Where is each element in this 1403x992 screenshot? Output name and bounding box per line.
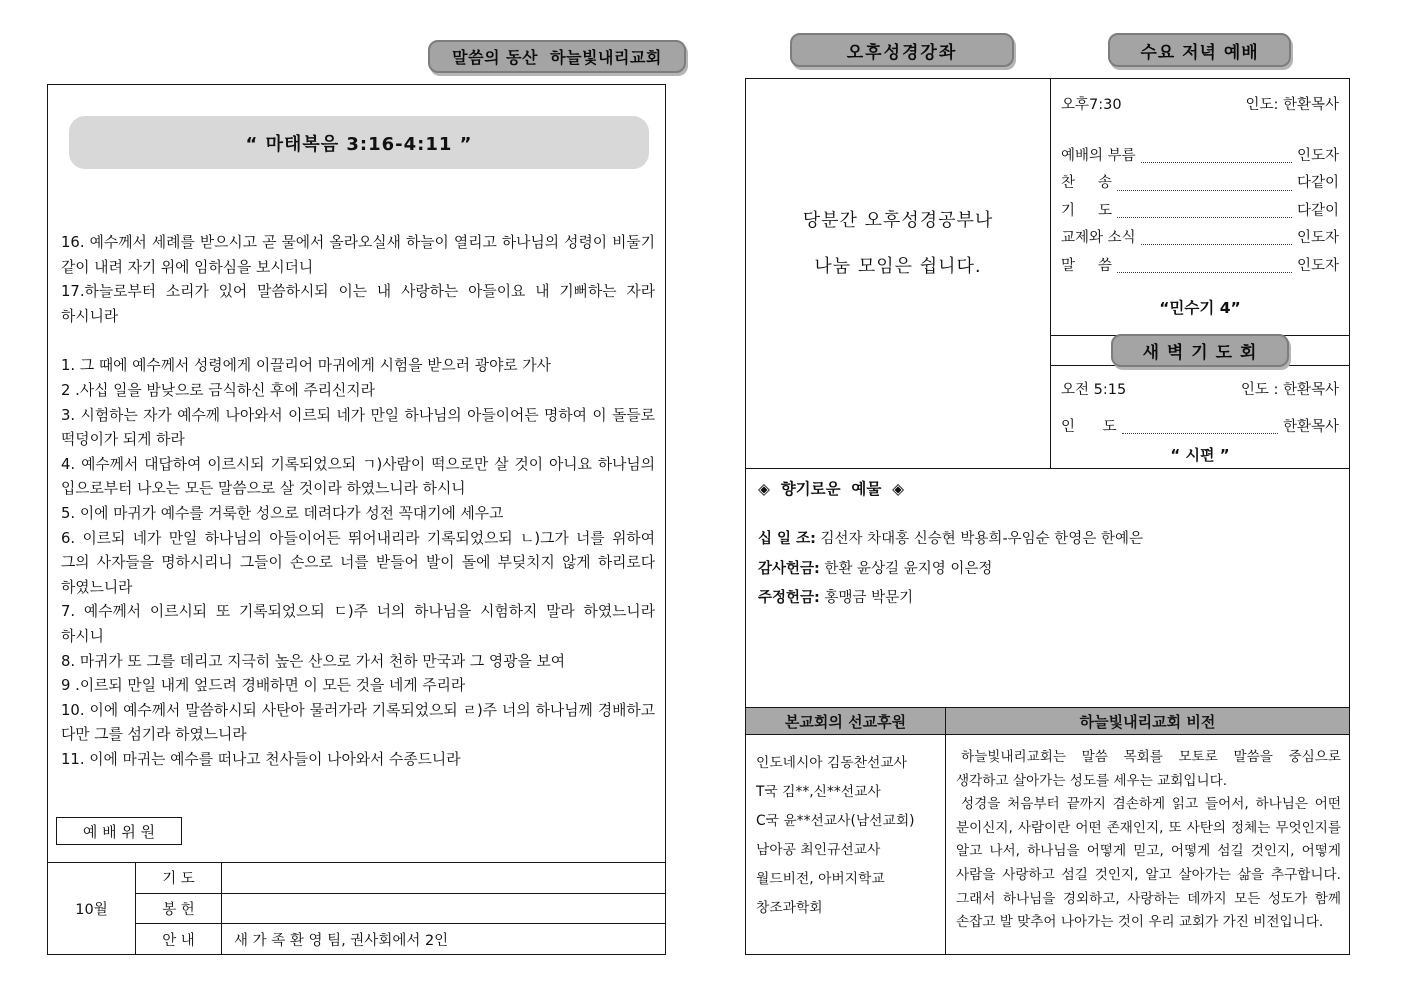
- offering-label: 주정헌금:: [758, 590, 820, 606]
- notice-line-1: 당분간 오후성경공부나: [802, 209, 994, 231]
- verse-8: 8. 마귀가 또 그를 데리고 지극히 높은 산으로 가서 천하 만국과 그 영광을 보여: [61, 652, 566, 670]
- table-row: [136, 863, 665, 894]
- order-item-label: 예배의 부름: [1061, 148, 1136, 164]
- table-row: [136, 924, 665, 954]
- worship-committee-table: [48, 862, 665, 954]
- order-item-label: 찬 송: [1061, 175, 1113, 192]
- order-item-by: 다같이: [1296, 175, 1339, 192]
- month-cell: 10월: [48, 863, 136, 954]
- order-item-by: 다같이: [1296, 202, 1339, 219]
- verse-3: 3. 시험하는 자가 예수께 나아와서 이르되 네가 만일 하나님의 아들이어든 명하여 이 돌들로 떡덩이가 되게 하라: [61, 406, 655, 449]
- missions-list: [746, 735, 946, 954]
- dawn-scripture: “ 시편 ”: [1170, 446, 1230, 465]
- verse-4: 4. 예수께서 대답하여 이르시되 기록되었으되 ㄱ)사람이 떡으로만 살 것이 아니요 하나님의 입으로부터 나오는 모든 말씀으로 살 것이라 하였느니라 하시니: [61, 455, 655, 498]
- dawn-prayer-section: [1051, 366, 1349, 468]
- wednesday-scripture: “민수기 4”: [1159, 298, 1241, 317]
- dotted-leader: [1117, 207, 1292, 218]
- notice-line-2: 나눔 모임은 쉽니다.: [814, 255, 982, 277]
- verse-7: 7. 예수께서 이르시되 또 기록되었으되 ㄷ)주 너의 하나님을 시험하지 말라 하였느니라 하시니: [61, 603, 655, 645]
- order-item-label: 교제와 소식: [1061, 230, 1136, 247]
- dotted-leader: [1117, 180, 1292, 191]
- order-item-by: 인도자: [1296, 230, 1339, 247]
- offering-label: 감사헌금:: [758, 560, 820, 577]
- offering-names: 김선자 차대홍 신승현 박용희-우임순 한영은 한예은: [815, 531, 1143, 547]
- right-page: [745, 78, 1350, 955]
- order-item-label: 말 씀: [1061, 257, 1113, 274]
- verse-9: 9 .이르되 만일 내게 엎드려 경배하면 이 모든 것을 네게 주리라: [61, 677, 466, 695]
- verse-1: 1. 그 때에 예수께서 성령에게 이끌리어 마귀에게 시험을 받으러 광야로 가사: [61, 357, 551, 375]
- order-item-call-to-worship: [1061, 144, 1339, 171]
- dawn-prayer-badge: 새 벽 기 도 회: [1111, 334, 1289, 367]
- order-item-label: 기 도: [1061, 202, 1113, 219]
- order-item-prayer: [1061, 199, 1339, 226]
- mission-item: T국 김**,신**선교사: [756, 784, 881, 800]
- mission-item: 월드비전, 아버지학교: [756, 871, 885, 887]
- vision-paragraph-1: 하늘빛내리교회는 말씀 목회를 모토로 말씀을 중심으로 생각하고 살아가는 성도를 세우는 교회입니다.: [956, 749, 1341, 789]
- offering-row-tithe: [758, 525, 1335, 555]
- order-item-sermon: [1061, 254, 1339, 281]
- verse-2: 2 .사십 일을 밤낮으로 금식하신 후에 주리신지라: [61, 381, 375, 399]
- mission-item: 인도네시아 김동찬선교사: [756, 755, 907, 771]
- offering-names: 한환 윤상길 윤지영 이은정: [819, 560, 993, 577]
- verse-10: 10. 이에 예수께서 말씀하시되 사탄아 물러가라 기록되었으되 ㄹ)주 너의 하나님께 경배하고 다만 그를 섬기라 하였느니라: [61, 701, 655, 744]
- duty-value-offering: [222, 894, 665, 924]
- table-row: [136, 894, 665, 925]
- mission-item: 남아공 최인규선교사: [756, 842, 881, 858]
- verse-16: 16. 예수께서 세례를 받으시고 곧 물에서 올라오실새 하늘이 열리고 하나님의 성령이 비둘기 같이 내려 자기 위에 임하심을 보시더니: [61, 234, 655, 276]
- verse-5: 5. 이에 마귀가 예수를 거룩한 성으로 데려다가 성전 꼭대기에 세우고: [61, 504, 504, 522]
- verse-6: 6. 이르되 네가 만일 하나님의 아들이어든 뛰어내리라 기록되었으되 ㄴ)그가 너를 위하여 그의 사자들을 명하시리니 그들이 손으로 너를 받들어 발이 돌에 부딪치지 않게 하리로다 하였느니라: [61, 529, 655, 596]
- mission-item: C국 윤**선교사(남선교회): [756, 813, 915, 829]
- dotted-leader: [1122, 423, 1278, 434]
- verse-17: 17.하늘로부터 소리가 있어 말씀하시되 이는 내 사랑하는 아들이요 내 기뻐하는 자라 하시니라: [61, 283, 655, 325]
- duty-label-offering: 봉 헌: [136, 894, 222, 924]
- bottom-table-header: [746, 708, 1349, 735]
- duty-label-guide: 안 내: [136, 924, 222, 954]
- order-item-by: 인도자: [1296, 257, 1339, 274]
- verse-11: 11. 이에 마귀는 예수를 떠나고 천사들이 나아와서 수종드니라: [61, 750, 461, 768]
- dawn-leader: 인도 : 한환목사: [1240, 382, 1339, 398]
- vision-paragraph-2: 성경을 처음부터 끝까지 겸손하게 읽고 들어서, 하나님은 어떤 분이신지, 사람이란 어떤 존재인지, 또 사탄의 정체는 무엇인지를 알고 나서, 하나님을 어떻게 믿고, 어떻게 섬길 것인지, 어떻게 사람을 사랑하고 섬길 것인지, 알고 살아가는 삶을 추구합니다. 그래서 하나님을 경외하고, 사랑하는 데까지 모든 성도가 함께 손잡고 발 맞추어 나아가는 것이 우리 교회가 가진 비전입니다.: [956, 796, 1341, 931]
- vision-header: 하늘빛내리교회 비전: [1079, 712, 1216, 731]
- duty-value-prayer: [222, 863, 665, 893]
- wednesday-service-order: [1051, 79, 1349, 336]
- offering-row-weekly: [758, 584, 1335, 614]
- scripture-text: [61, 231, 655, 772]
- order-item-label: 인 도: [1061, 419, 1117, 435]
- wednesday-evening-service-badge: 수요 저녁 예배: [1108, 33, 1291, 67]
- order-item-hymn: [1061, 171, 1339, 198]
- order-item-fellowship-news: [1061, 226, 1339, 253]
- afternoon-class-notice: [746, 79, 1051, 468]
- order-item-by: 인도자: [1296, 148, 1339, 164]
- vision-text: [946, 735, 1349, 954]
- offering-names: 홍맹금 박문기: [819, 590, 914, 606]
- duty-value-guide: 새 가 족 환 영 팀, 권사회에서 2인: [234, 932, 449, 949]
- wednesday-time: 오후7:30: [1061, 97, 1122, 113]
- offering-row-thanksgiving: [758, 555, 1335, 585]
- dawn-time: 오전 5:15: [1061, 382, 1127, 398]
- church-name-badge: 말씀의 동산 하늘빛내리교회: [428, 40, 686, 73]
- dotted-leader: [1141, 234, 1292, 245]
- duty-label-prayer: 기 도: [136, 863, 222, 893]
- order-item-by: 한환목사: [1282, 419, 1339, 435]
- offerings-title: ◈ 향기로운 예물 ◈: [758, 480, 905, 498]
- dawn-prayer-header-row: [1051, 336, 1349, 366]
- left-page: [47, 84, 666, 955]
- wednesday-leader: 인도: 한환목사: [1245, 97, 1339, 113]
- mission-item: 창조과학회: [756, 900, 823, 916]
- offerings-section: [746, 469, 1349, 708]
- offering-label: 십 일 조:: [758, 531, 816, 547]
- missions-header: 본교회의 선교후원: [746, 708, 946, 734]
- dotted-leader: [1117, 262, 1292, 273]
- worship-committee-label: 예 배 위 원: [56, 817, 182, 845]
- scripture-title-banner: “ 마태복음 3:16-4:11 ”: [69, 116, 649, 169]
- dawn-order-item: [1061, 415, 1339, 442]
- dotted-leader: [1141, 152, 1292, 163]
- afternoon-bible-class-badge: 오후성경강좌: [790, 33, 1014, 67]
